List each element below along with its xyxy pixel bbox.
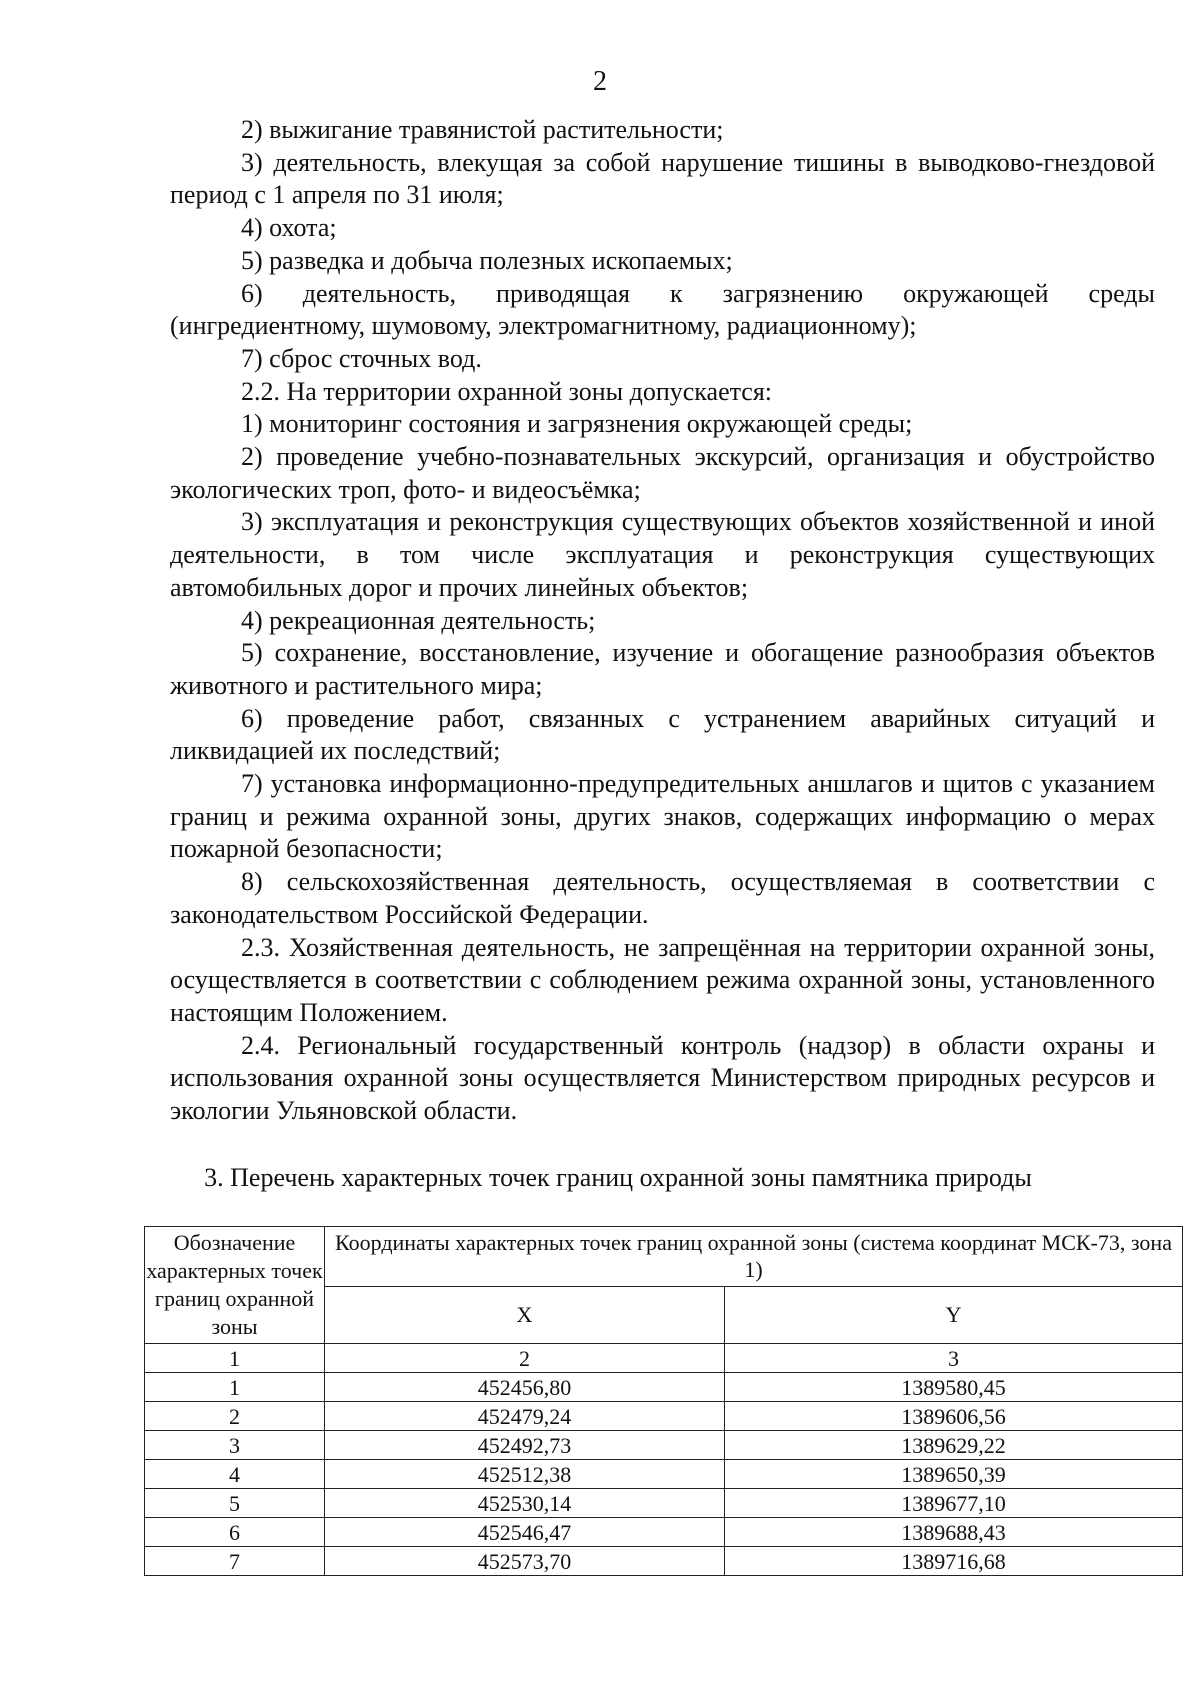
cell-y: 1389606,56 [725,1402,1183,1431]
cell-x: 452479,24 [325,1402,725,1431]
table-row [145,1460,1183,1489]
cell-point: 4 [145,1460,325,1489]
cell-x: 452492,73 [325,1431,725,1460]
column-number: 3 [725,1344,1183,1373]
paragraph: 3) деятельность, влекущая за собой нарушение тишины в выводково-гнездовой период с 1 апреля по 31 июля; [170,147,1155,210]
cell-y: 1389580,45 [725,1373,1183,1402]
paragraph: 2.3. Хозяйственная деятельность, не запрещённая на территории охранной зоны, осуществляется в соответствии с соблюдением режима охранной зоны, установленного настоящим Положением. [170,932,1155,1027]
header-y: Y [725,1286,1183,1344]
cell-y: 1389716,68 [725,1547,1183,1576]
paragraph: 3) эксплуатация и реконструкция существующих объектов хозяйственной и иной деятельности, в том числе эксплуатация и реконструкция существующих автомобильных дорог и прочих линейных объектов; [170,507,1155,602]
paragraph: 7) сброс сточных вод. [241,343,482,373]
cell-y: 1389650,39 [725,1460,1183,1489]
paragraph: 2) выжигание травянистой растительности; [241,115,724,144]
paragraph: 5) разведка и добыча полезных ископаемых; [241,245,733,275]
page-number: 2 [593,66,607,97]
paragraph: 2) проведение учебно-познавательных экскурсий, организация и обустройство экологических троп, фото- и видеосъёмка; [170,442,1155,504]
paragraph: 2.4. Региональный государственный контроль (надзор) в области охраны и использования охранной зоны осуществляется Министерством природных ресурсов и экологии Ульяновской области. [170,1030,1155,1126]
table-row [145,1373,1183,1402]
cell-point: 2 [145,1402,325,1431]
cell-x: 452456,80 [325,1373,725,1402]
table-row [145,1402,1183,1431]
header-coordinates: Координаты характерных точек границ охранной зоны (система координат МСК-73, зона 1) [325,1227,1183,1287]
cell-y: 1389629,22 [725,1431,1183,1460]
paragraph: 1) мониторинг состояния и загрязнения окружающей среды; [241,409,913,439]
paragraph: 7) установка информационно-предупредительных аншлагов и щитов с указанием границ и режима охранной зоны, других знаков, содержащих информацию о мерах пожарной безопасности; [170,769,1155,864]
paragraph: 6) деятельность, приводящая к загрязнению окружающей среды (ингредиентному, шумовому, электромагнитному, радиационному); [170,278,1155,341]
column-number-row [145,1344,1183,1373]
cell-y: 1389677,10 [725,1489,1183,1518]
coordinates-table [144,1226,1183,1576]
table-row [145,1518,1183,1547]
header-point-designation: Обозначение характерных точек границ охранной зоны [145,1227,325,1344]
column-number: 2 [325,1344,725,1373]
cell-x: 452512,38 [325,1460,725,1489]
paragraph: 5) сохранение, восстановление, изучение и обогащение разнообразия объектов животного и растительного мира; [170,638,1155,700]
paragraph: 8) сельскохозяйственная деятельность, осуществляемая в соответствии с законодательством Российской Федерации. [170,867,1155,929]
body-text [170,114,1155,1128]
cell-point: 6 [145,1518,325,1547]
column-number: 1 [145,1344,325,1373]
cell-x: 452546,47 [325,1518,725,1547]
paragraph: 4) рекреационная деятельность; [241,605,596,635]
cell-point: 5 [145,1489,325,1518]
paragraph: 4) охота; [241,213,337,243]
cell-point: 3 [145,1431,325,1460]
header-x: X [325,1286,725,1344]
cell-x: 452530,14 [325,1489,725,1518]
table-row [145,1489,1183,1518]
paragraph: 2.2. На территории охранной зоны допускается: [241,376,773,406]
section-heading: 3. Перечень характерных точек границ охранной зоны памятника природы [204,1163,1032,1192]
table-row [145,1547,1183,1576]
cell-x: 452573,70 [325,1547,725,1576]
cell-point: 1 [145,1373,325,1402]
cell-y: 1389688,43 [725,1518,1183,1547]
paragraph: 6) проведение работ, связанных с устранением аварийных ситуаций и ликвидацией их последствий; [170,703,1155,766]
cell-point: 7 [145,1547,325,1576]
table-row [145,1431,1183,1460]
